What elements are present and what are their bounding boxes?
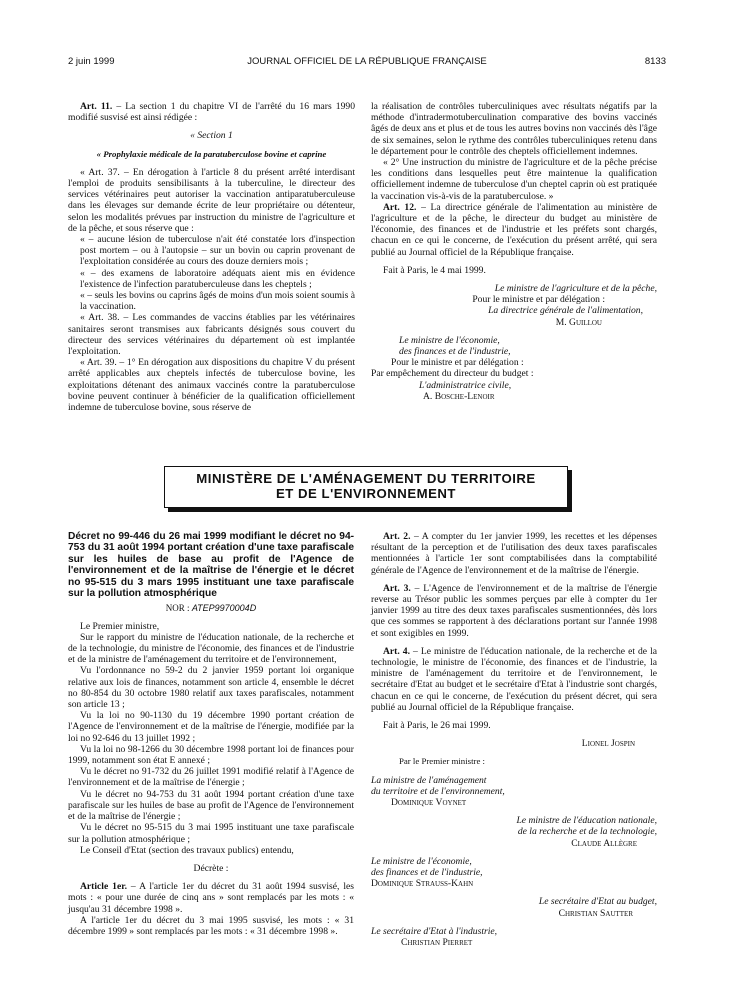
signature-voynet: La ministre de l'aménagement du territoire et de l'environnement, Dominique Voynet <box>371 774 505 809</box>
banner-line-2: ET DE L'ENVIRONNEMENT <box>276 486 456 501</box>
signature-strauss-kahn: Le ministre de l'économie, des finances et de l'industrie, Dominique Strauss-Kahn <box>371 855 483 890</box>
ministry-banner <box>164 466 568 508</box>
visa-5: Vu le décret no 94-753 du 31 août 1994 portant création d'une taxe parafiscale sur les huiles de base au profit de l'Agence de l'environnement et de la maîtrise de l'énergie ; <box>68 788 354 823</box>
article-11-text: – La section 1 du chapitre VI de l'arrêté du 16 mars 1990 modifié susvisé est ainsi rédigée : <box>68 101 355 124</box>
pm-name: Lionel Jospin <box>581 738 635 750</box>
banner-line-1: MINISTÈRE DE L'AMÉNAGEMENT DU TERRITOIRE <box>196 471 536 486</box>
header-page-number: 8133 <box>644 56 666 67</box>
par-premier-ministre: Par le Premier ministre : <box>399 756 485 767</box>
page-header <box>68 56 666 68</box>
nor-label: NOR : <box>165 603 190 614</box>
sig1-delegation: Pour le ministre et par délégation : <box>472 294 605 306</box>
header-date: 2 juin 1999 <box>68 56 115 67</box>
rapport: Sur le rapport du ministre de l'éducation nationale, de la recherche et de la technologie, du ministre de l'économie, des finances et de l'industrie et de la ministre de l'aménagement du territoire et de l'environnement, <box>68 631 354 666</box>
sig2-title-1: Le ministre de l'économie, <box>399 334 500 346</box>
sig2-impediment: Par empêchement du directeur du budget : <box>371 368 534 380</box>
signature-pierret: Le secrétaire d'Etat à l'industrie, Christian Pierret <box>371 925 498 949</box>
nor-code: ATEP9970004D <box>191 603 257 614</box>
section-subtitle: « Prophylaxie médicale de la paratuberculose bovine et caprine <box>96 148 327 159</box>
article-11 <box>68 101 355 123</box>
signature-block-agriculture <box>371 283 657 328</box>
article-12-text: – La directrice générale de l'alimentation au ministère de l'agriculture et de la pêche, le directeur du budget au ministère de l'économie, des finances et de l'industrie et les préfets sont chargés, chacun en ce qui le concerne, de l'exécution du présent arrêté, qui sera publié au Journal officiel de la République française. <box>371 201 657 258</box>
article-11-label: Art. 11. <box>80 101 113 112</box>
article-3 <box>371 583 657 639</box>
article-38: « Art. 38. – Les commandes de vaccins établies par les vétérinaires sanitaires seront transmises aux fabricants désignés sous couvert du directeur des services vétérinaires du département où est implantée l'exploitation. <box>68 312 355 358</box>
signature-sautter: Le secrétaire d'Etat au budget, Christian Sautter <box>538 896 657 919</box>
section-title: « Section 1 <box>190 130 233 142</box>
decrete: Décrète : <box>193 862 229 874</box>
premier-ministre: Le Premier ministre, <box>80 620 160 632</box>
sig2-name: A. Bosche-Lenoir <box>423 390 495 402</box>
article-39-paragraph-2: « 2° Une instruction du ministre de l'agriculture et de la pêche précise les conditions dans lesquelles peut être maintenue la qualification officiellement indemne de tuberculose d'un cheptel caprin où est pratiquée la vaccination vis-à-vis de la paratuberculose. » <box>371 157 657 202</box>
article-3-label: Art. 3. <box>383 582 411 594</box>
left-column-bottom <box>68 531 354 937</box>
sig1-name: M. Guillou <box>555 316 602 328</box>
sig2-delegation: Pour le ministre et par délégation : <box>391 357 524 369</box>
article-3-text: – L'Agence de l'environnement et de la maîtrise de l'énergie reverse au Trésor public les sommes perçues par elle à compter du 1er janvier 1999 au titre des deux taxes parafiscales susmentionnées, dès lors que ces sommes se rapportent à des déclarations portant sur l'année 1998 et sont exigibles en 1999. <box>371 582 657 639</box>
article-1 <box>68 881 354 915</box>
signature-allegre: Le ministre de l'éducation nationale, de la recherche et de la technologie, Claude Allègre <box>516 815 657 849</box>
article-2 <box>371 531 657 576</box>
nor-reference <box>68 603 354 614</box>
article-4-text: – Le ministre de l'éducation nationale, de la recherche et de la technologie, le ministre de l'économie, des finances et de l'industrie, la ministre de l'aménagement du territoire et de l'environnement, le secrétaire d'Etat au budget et le secrétaire d'Etat à l'industrie sont chargés, chacun en ce qui le concerne, de l'exécution du présent décret, qui sera publié au Journal officiel de la République française. <box>371 645 657 713</box>
article-39: « Art. 39. – 1° En dérogation aux dispositions du chapitre V du présent arrêté applicables aux cheptels infectés de tuberculose bovine, les exploitations détenant des animaux vaccinés contre la paratuberculose bovine peuvent continuer à bénéficier de la qualification officiellement indemne de tuberculose bovine, sous réserve de <box>68 357 355 414</box>
header-journal-title: JOURNAL OFFICIEL DE LA RÉPUBLIQUE FRANÇAISE <box>247 56 487 67</box>
right-column-top <box>371 101 657 402</box>
decree-title: Décret no 99-446 du 26 mai 1999 modifiant le décret no 94-753 du 31 août 1994 portant création d'une taxe parafiscale sur les huiles de base au profit de l'Agence de l'environnement et de la maîtrise de l'énergie et le décret no 95-515 du 3 mars 1995 instituant une taxe parafiscale sur la pollution atmosphérique <box>68 531 354 600</box>
article-4 <box>371 646 657 713</box>
sig2-admin-title: L'administratrice civile, <box>419 379 512 391</box>
signature-block-economy <box>371 335 657 402</box>
visa-2: Vu la loi no 90-1130 du 19 décembre 1990 portant création de l'Agence de l'environnement et de la maîtrise de l'énergie, modifiée par la loi no 92-646 du 13 juillet 1992 ; <box>68 710 354 744</box>
article-2-text: – A compter du 1er janvier 1999, les recettes et les dépenses résultant de la perception et de l'utilisation des deux taxes parafiscales mentionnées à l'article 1er sont comptabilisées dans la comptabilité générale de l'Agence de l'environnement et de la maîtrise de l'énergie. <box>371 531 657 576</box>
conseil-etat: Le Conseil d'Etat (section des travaux publics) entendu, <box>80 844 294 856</box>
sig1-title: Le ministre de l'agriculture et de la pêche, <box>494 283 657 295</box>
article-12 <box>371 202 657 258</box>
done-at-paris-decree: Fait à Paris, le 26 mai 1999. <box>383 720 491 732</box>
sig1-director-title: La directrice générale de l'alimentation, <box>488 305 643 317</box>
visa-6: Vu le décret no 95-515 du 3 mai 1995 instituant une taxe parafiscale sur la pollution atmosphérique ; <box>68 822 354 845</box>
article-1-text: – A l'article 1er du décret du 31 août 1994 susvisé, les mots : « pour une durée de cinq ans » sont remplacés par les mots : « jusqu'au 31 décembre 1998 ». <box>68 881 354 915</box>
article-4-label: Art. 4. <box>383 645 410 657</box>
article-1-paragraph-2: A l'article 1er du décret du 3 mai 1995 susvisé, les mots : « 31 décembre 1999 » sont remplacés par les mots : « 31 décembre 1998 ». <box>68 914 354 937</box>
sig2-title-2: des finances et de l'industrie, <box>399 346 511 358</box>
article-12-label: Art. 12. <box>383 201 417 213</box>
article-37-bullet-2: « – des examens de laboratoire adéquats aient mis en évidence l'existence de l'infection paratuberculeuse dans les cheptels ; <box>80 267 355 290</box>
article-2-label: Art. 2. <box>383 531 411 542</box>
article-37: « Art. 37. – En dérogation à l'article 8 du présent arrêté interdisant l'emploi de produits sensibilisants à la tuberculine, le directeur des services vétérinaires peut autoriser la vaccination antiparatuberculeuse dans les élevages sur demande écrite de leur propriétaire ou détenteur, selon les modalités prévues par instruction du ministre de l'agriculture et de la pêche, et sous réserve que : <box>68 166 355 234</box>
visa-3: Vu la loi no 98-1266 du 30 décembre 1998 portant loi de finances pour 1999, notamment son état E annexé ; <box>68 743 354 767</box>
done-at-paris: Fait à Paris, le 4 mai 1999. <box>383 264 486 276</box>
article-37-bullet-3: « – seuls les bovins ou caprins âgés de moins d'un mois soient soumis à la vaccination. <box>80 290 355 313</box>
article-39-continuation: la réalisation de contrôles tuberculiniques avec résultats négatifs par la méthode d'intradermotuberculination comparative des bovins vaccinés âgés de deux ans et plus et de tous les autres bovins non vaccinés dès l'âge de six semaines, selon le rythme des contrôles tuberculiniques retenu dans le département pour le contrôle des cheptels officiellement indemnes. <box>371 101 657 157</box>
visa-4: Vu le décret no 91-732 du 26 juillet 1991 modifié relatif à l'Agence de l'environnement et de la maîtrise de l'énergie ; <box>68 766 354 789</box>
visa-1: Vu l'ordonnance no 59-2 du 2 janvier 1959 portant loi organique relative aux lois de finances, notamment son article 4, ensemble le décret no 80-854 du 30 octobre 1980 relatif aux taxes parafiscales, notamment son article 13 ; <box>68 665 354 711</box>
article-37-bullet-1: « – aucune lésion de tuberculose n'ait été constatée lors d'inspection post mortem – ou à l'autopsie – sur un bovin ou caprin provenant de l'exploitation considérée au cours des douze derniers mois ; <box>80 234 355 268</box>
left-column-top <box>68 101 355 413</box>
right-column-bottom <box>371 531 657 948</box>
article-1-label: Article 1er. <box>80 881 127 893</box>
